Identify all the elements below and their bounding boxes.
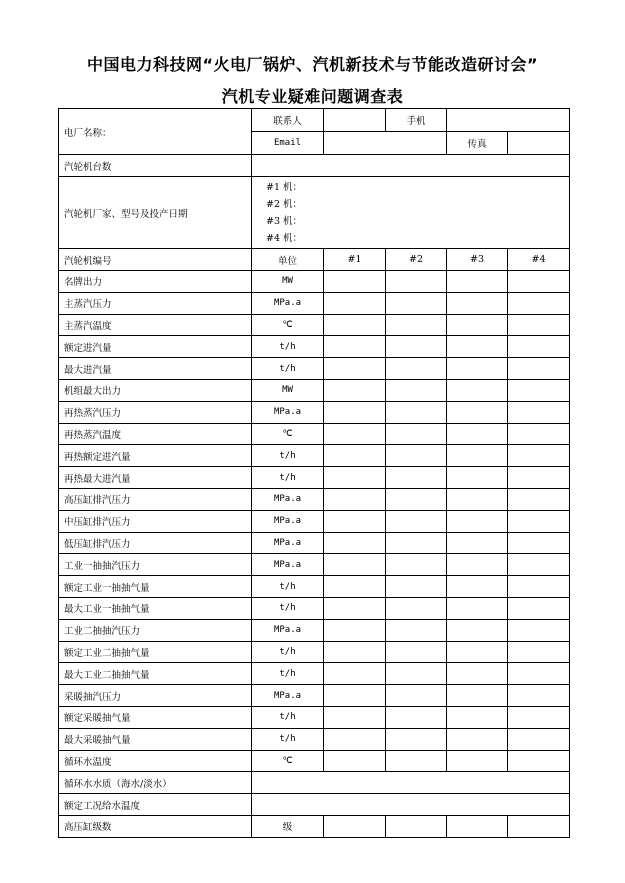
table-row (59, 379, 570, 401)
manufacturer-field[interactable] (252, 177, 570, 249)
table-row (59, 510, 570, 532)
row-label: 循环水水质（海水/淡水） (59, 772, 252, 794)
value-cell-4[interactable] (508, 815, 570, 837)
value-cell-2[interactable] (386, 619, 447, 641)
value-cell-1[interactable] (324, 467, 386, 489)
value-cell-2[interactable] (386, 641, 447, 663)
value-cell-3[interactable] (447, 358, 508, 380)
row-label: 额定工况给水温度 (59, 794, 252, 816)
row-label: 额定采暖抽气量 (59, 706, 252, 728)
row-unit: t/h (252, 728, 324, 750)
value-cell-3[interactable] (447, 271, 508, 293)
value-cell-4[interactable] (508, 554, 570, 576)
value-cell-4[interactable] (508, 358, 570, 380)
value-cell-2[interactable] (386, 467, 447, 489)
row-label: 额定进汽量 (59, 336, 252, 358)
value-cell-1[interactable] (324, 750, 386, 772)
email-label: Email (252, 132, 324, 155)
table-row (59, 488, 570, 510)
row-label: 机组最大出力 (59, 379, 252, 401)
value-cell-4[interactable] (508, 445, 570, 467)
turbine-count-field[interactable] (252, 155, 570, 177)
col-header-item: 汽轮机编号 (59, 249, 252, 271)
row-unit: t/h (252, 641, 324, 663)
value-cell-3[interactable] (447, 576, 508, 598)
value-cell-3[interactable] (447, 641, 508, 663)
value-cell-2[interactable] (386, 685, 447, 707)
row-unit: MW (252, 271, 324, 293)
value-cell-3[interactable] (447, 336, 508, 358)
value-cell-2[interactable] (386, 445, 447, 467)
value-cell-3[interactable] (447, 292, 508, 314)
row-label: 再热蒸汽温度 (59, 423, 252, 445)
value-cell-2[interactable] (386, 401, 447, 423)
value-cell-3[interactable] (447, 663, 508, 685)
row-label: 低压缸排汽压力 (59, 532, 252, 554)
value-cell-3[interactable] (447, 815, 508, 837)
value-cell-1[interactable] (324, 314, 386, 336)
value-cell-2[interactable] (386, 532, 447, 554)
unit-3-line: #3 机： (266, 215, 303, 227)
row-unit: MPa.a (252, 685, 324, 707)
row-label: 最大工业二抽抽气量 (59, 663, 252, 685)
table-row (59, 772, 570, 794)
row-label: 名牌出力 (59, 271, 252, 293)
value-cell-1[interactable] (324, 815, 386, 837)
document-title: 中国电力科技网“火电厂锅炉、汽机新技术与节能改造研讨会” (86, 55, 539, 74)
row-label: 再热最大进汽量 (59, 467, 252, 489)
table-row (59, 336, 570, 358)
row-label: 再热额定进汽量 (59, 445, 252, 467)
value-cell-4[interactable] (508, 685, 570, 707)
value-cell-3[interactable] (447, 554, 508, 576)
row-unit: ℃ (252, 750, 324, 772)
row-label: 采暖抽汽压力 (59, 685, 252, 707)
row-label: 最大工业一抽抽气量 (59, 597, 252, 619)
row-unit: 级 (252, 815, 324, 837)
value-cell-4[interactable] (508, 379, 570, 401)
table-row (59, 597, 570, 619)
value-cell-1[interactable] (324, 532, 386, 554)
col-header-4: #4 (508, 249, 570, 271)
value-cell-1[interactable] (324, 597, 386, 619)
row-label: 工业一抽抽汽压力 (59, 554, 252, 576)
value-cell-4[interactable] (508, 706, 570, 728)
fax-field[interactable] (508, 132, 570, 155)
row-unit: MPa.a (252, 619, 324, 641)
row-unit: t/h (252, 358, 324, 380)
table-row (59, 663, 570, 685)
table-row (59, 445, 570, 467)
unit-1-line: #1 机： (266, 181, 303, 193)
value-cell-4[interactable] (508, 510, 570, 532)
value-cell-1[interactable] (324, 619, 386, 641)
value-cell-2[interactable] (386, 379, 447, 401)
value-cell-4[interactable] (508, 597, 570, 619)
row-unit: t/h (252, 467, 324, 489)
value-cell-2[interactable] (386, 706, 447, 728)
table-row (59, 576, 570, 598)
value-cell-4[interactable] (508, 576, 570, 598)
value-cell-4[interactable] (508, 488, 570, 510)
value-cell-2[interactable] (386, 423, 447, 445)
row-unit: MPa.a (252, 292, 324, 314)
value-cell-2[interactable] (386, 728, 447, 750)
turbine-count-label: 汽轮机台数 (59, 155, 252, 177)
value-cell-1[interactable] (324, 445, 386, 467)
table-row (59, 641, 570, 663)
row-label: 中压缸排汽压力 (59, 510, 252, 532)
row-unit: t/h (252, 445, 324, 467)
value-cell-3[interactable] (447, 510, 508, 532)
value-cell-3[interactable] (447, 423, 508, 445)
value-cell-2[interactable] (386, 510, 447, 532)
fax-label: 传真 (447, 132, 508, 155)
row-unit: MW (252, 379, 324, 401)
value-cell-3[interactable] (447, 619, 508, 641)
row-label: 最大进汽量 (59, 358, 252, 380)
value-cell-1[interactable] (324, 401, 386, 423)
table-row (59, 358, 570, 380)
value-cell-4[interactable] (508, 336, 570, 358)
value-cell-4[interactable] (508, 750, 570, 772)
row-unit: t/h (252, 336, 324, 358)
value-cell-1[interactable] (324, 379, 386, 401)
table-row (59, 423, 570, 445)
value-cell-3[interactable] (447, 706, 508, 728)
value-cell-3[interactable] (447, 314, 508, 336)
value-cell-3[interactable] (447, 401, 508, 423)
row-label: 高压缸级数 (59, 815, 252, 837)
value-cell-4[interactable] (508, 401, 570, 423)
table-row (59, 401, 570, 423)
table-row (59, 532, 570, 554)
row-label: 最大采暖抽气量 (59, 728, 252, 750)
value-cell-3[interactable] (447, 728, 508, 750)
row-label: 额定工业一抽抽气量 (59, 576, 252, 598)
row-label: 高压缸排汽压力 (59, 488, 252, 510)
value-cell-1[interactable] (324, 423, 386, 445)
table-row (59, 728, 570, 750)
unit-4-line: #4 机： (266, 232, 303, 244)
value-cell-wide[interactable] (252, 772, 570, 794)
value-cell-2[interactable] (386, 314, 447, 336)
value-cell-1[interactable] (324, 292, 386, 314)
value-cell-2[interactable] (386, 663, 447, 685)
row-unit: t/h (252, 597, 324, 619)
row-unit: ℃ (252, 423, 324, 445)
value-cell-1[interactable] (324, 728, 386, 750)
value-cell-4[interactable] (508, 271, 570, 293)
row-label: 主蒸汽温度 (59, 314, 252, 336)
table-row (59, 467, 570, 489)
value-cell-3[interactable] (447, 685, 508, 707)
value-cell-2[interactable] (386, 815, 447, 837)
row-unit: t/h (252, 576, 324, 598)
value-cell-3[interactable] (447, 379, 508, 401)
value-cell-1[interactable] (324, 510, 386, 532)
plant-name-label: 电厂名称： (59, 109, 252, 155)
mobile-label: 手机 (386, 109, 447, 132)
col-header-unit: 单位 (252, 249, 324, 271)
value-cell-1[interactable] (324, 576, 386, 598)
survey-form-table (58, 108, 570, 838)
value-cell-2[interactable] (386, 554, 447, 576)
value-cell-1[interactable] (324, 271, 386, 293)
value-cell-2[interactable] (386, 750, 447, 772)
value-cell-3[interactable] (447, 445, 508, 467)
value-cell-1[interactable] (324, 554, 386, 576)
row-label: 工业二抽抽汽压力 (59, 619, 252, 641)
email-field[interactable] (324, 132, 447, 155)
contact-field[interactable] (324, 109, 386, 132)
col-header-1: #1 (324, 249, 386, 271)
value-cell-1[interactable] (324, 336, 386, 358)
table-row (59, 706, 570, 728)
value-cell-3[interactable] (447, 488, 508, 510)
table-row (59, 750, 570, 772)
value-cell-1[interactable] (324, 663, 386, 685)
value-cell-1[interactable] (324, 488, 386, 510)
value-cell-4[interactable] (508, 292, 570, 314)
value-cell-wide[interactable] (252, 794, 570, 816)
row-label: 循环水温度 (59, 750, 252, 772)
value-cell-4[interactable] (508, 619, 570, 641)
table-row (59, 685, 570, 707)
value-cell-2[interactable] (386, 576, 447, 598)
contact-label: 联系人 (252, 109, 324, 132)
table-row (59, 554, 570, 576)
value-cell-3[interactable] (447, 467, 508, 489)
table-row (59, 794, 570, 816)
value-cell-2[interactable] (386, 336, 447, 358)
value-cell-2[interactable] (386, 292, 447, 314)
row-unit: MPa.a (252, 532, 324, 554)
document-subtitle: 汽机专业疑难问题调查表 (221, 87, 404, 106)
value-cell-4[interactable] (508, 314, 570, 336)
value-cell-1[interactable] (324, 685, 386, 707)
unit-2-line: #2 机： (266, 198, 303, 210)
col-header-3: #3 (447, 249, 508, 271)
row-unit: MPa.a (252, 488, 324, 510)
value-cell-3[interactable] (447, 750, 508, 772)
row-unit: MPa.a (252, 554, 324, 576)
value-cell-1[interactable] (324, 358, 386, 380)
table-row (59, 619, 570, 641)
value-cell-4[interactable] (508, 641, 570, 663)
value-cell-2[interactable] (386, 488, 447, 510)
value-cell-2[interactable] (386, 597, 447, 619)
table-row (59, 292, 570, 314)
value-cell-4[interactable] (508, 423, 570, 445)
value-cell-4[interactable] (508, 663, 570, 685)
row-unit: ℃ (252, 314, 324, 336)
row-label: 主蒸汽压力 (59, 292, 252, 314)
table-row (59, 815, 570, 837)
col-header-2: #2 (386, 249, 447, 271)
value-cell-1[interactable] (324, 641, 386, 663)
value-cell-4[interactable] (508, 467, 570, 489)
value-cell-4[interactable] (508, 532, 570, 554)
value-cell-4[interactable] (508, 728, 570, 750)
table-row (59, 314, 570, 336)
value-cell-2[interactable] (386, 358, 447, 380)
table-row (59, 271, 570, 293)
value-cell-2[interactable] (386, 271, 447, 293)
row-label: 额定工业二抽抽气量 (59, 641, 252, 663)
mobile-field[interactable] (447, 109, 570, 132)
row-unit: MPa.a (252, 401, 324, 423)
row-unit: MPa.a (252, 510, 324, 532)
row-unit: t/h (252, 706, 324, 728)
value-cell-1[interactable] (324, 706, 386, 728)
row-unit: t/h (252, 663, 324, 685)
row-label: 再热蒸汽压力 (59, 401, 252, 423)
value-cell-3[interactable] (447, 532, 508, 554)
manufacturer-label: 汽轮机厂家、型号及投产日期 (59, 177, 252, 249)
value-cell-3[interactable] (447, 597, 508, 619)
